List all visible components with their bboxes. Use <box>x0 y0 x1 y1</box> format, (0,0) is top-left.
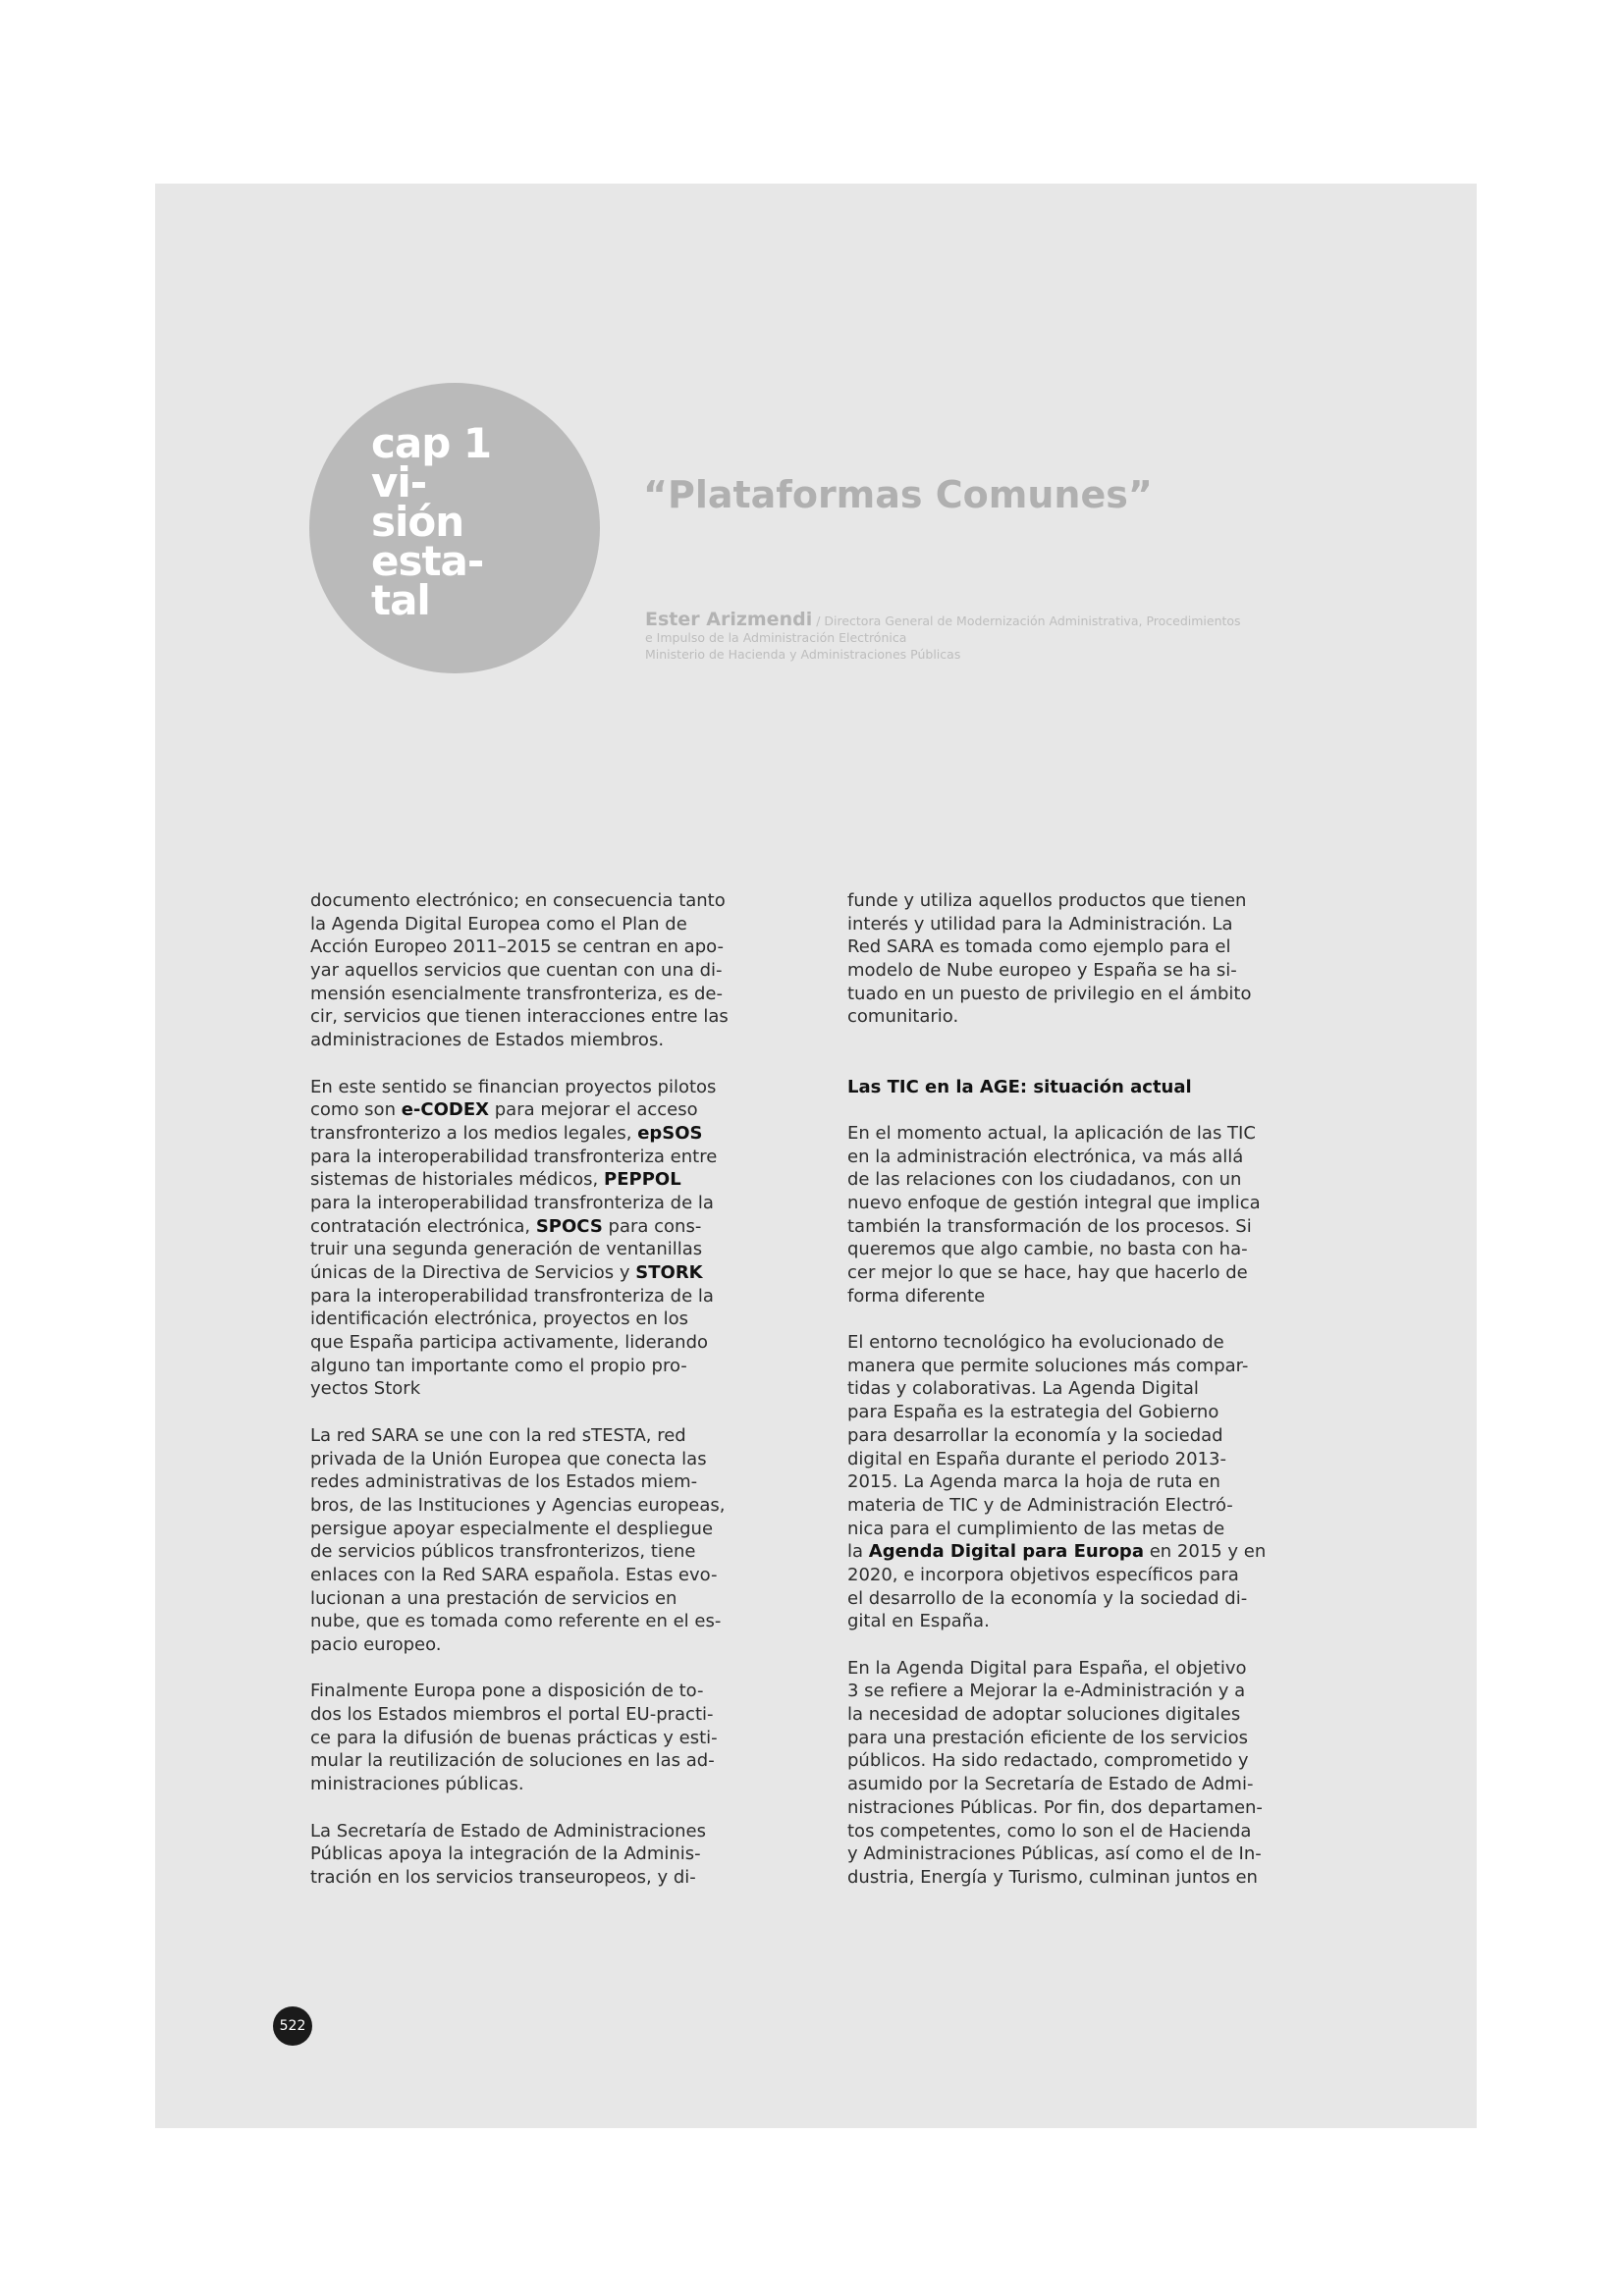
right-column <box>847 889 1338 1890</box>
text-line: contratación electrónica, SPOCS para cons- <box>310 1215 702 1237</box>
text-line: funde y utiliza aquellos productos que tienen <box>847 890 1247 911</box>
paragraph-gap <box>847 1052 1338 1076</box>
text-line: mular la reutilización de soluciones en las ad- <box>310 1750 715 1772</box>
text-line: la necesidad de adoptar soluciones digitales <box>847 1704 1241 1726</box>
paragraph-gap <box>310 1796 801 1820</box>
text-line: yar aquellos servicios que cuentan con una di- <box>310 960 723 982</box>
text-line: La red SARA se une con la red sTESTA, red <box>310 1424 686 1446</box>
text-line: en la administración electrónica, va más allá <box>847 1146 1244 1167</box>
text-line: persigue apoyar especialmente el despliegue <box>310 1518 714 1539</box>
text-line: la Agenda Digital Europea como el Plan de <box>310 913 687 934</box>
text-line: En la Agenda Digital para España, el objetivo <box>847 1657 1247 1679</box>
author-ministry: Ministerio de Hacienda y Administraciones Públicas <box>645 647 961 662</box>
text-line: nube, que es tomada como referente en el es- <box>310 1611 722 1632</box>
text-line: En el momento actual, la aplicación de las TIC <box>847 1122 1256 1144</box>
left-column <box>310 889 801 1890</box>
text-line: manera que permite soluciones más compar- <box>847 1355 1249 1376</box>
text-line: interés y utilidad para la Administración. La <box>847 913 1233 934</box>
bold-term: SPOCS <box>535 1215 603 1237</box>
chapter-line: cap 1 <box>371 419 492 467</box>
text-line: ministraciones públicas. <box>310 1774 524 1795</box>
text-line: y Administraciones Públicas, así como el de In- <box>847 1843 1262 1865</box>
text-line: para la interoperabilidad transfronteriza de la <box>310 1192 714 1213</box>
text-line: también la transformación de los procesos. Si <box>847 1215 1252 1237</box>
section-heading: Las TIC en la AGE: situación actual <box>847 1076 1192 1097</box>
text-line: Públicas apoya la integración de la Adminis- <box>310 1843 701 1865</box>
text-line: cer mejor lo que se hace, hay que hacerlo de <box>847 1262 1248 1283</box>
text-line: dustria, Energía y Turismo, culminan juntos en <box>847 1866 1258 1888</box>
text-line: tos competentes, como lo son el de Hacienda <box>847 1820 1252 1842</box>
text-line: para una prestación eficiente de los servicios <box>847 1727 1248 1748</box>
text-line: Acción Europeo 2011–2015 se centran en apo- <box>310 936 724 958</box>
text-line: El entorno tecnológico ha evolucionado de <box>847 1332 1224 1354</box>
text-line: de las relaciones con los ciudadanos, con un <box>847 1169 1242 1191</box>
bold-term: e-CODEX <box>401 1099 490 1121</box>
text-line: que España participa activamente, liderando <box>310 1332 709 1354</box>
text-line: administraciones de Estados miembros. <box>310 1030 665 1051</box>
chapter-label <box>371 419 492 624</box>
text-line: comunitario. <box>847 1006 959 1028</box>
text-line: públicos. Ha sido redactado, comprometido y <box>847 1750 1249 1772</box>
paragraph-gap <box>310 1052 801 1076</box>
text-line: asumido por la Secretaría de Estado de Admi- <box>847 1774 1254 1795</box>
text-line: el desarrollo de la economía y la sociedad di- <box>847 1587 1248 1609</box>
text-line: 2020, e incorpora objetivos específicos para <box>847 1564 1239 1585</box>
text-line: queremos que algo cambie, no basta con ha- <box>847 1239 1248 1260</box>
bold-term: STORK <box>635 1262 703 1283</box>
paragraph-gap <box>310 1657 801 1681</box>
text-line: modelo de Nube europeo y España se ha si- <box>847 960 1237 982</box>
chapter-line: esta- <box>371 537 484 585</box>
article-title: “Plataformas Comunes” <box>643 473 1153 516</box>
text-line: nica para el cumplimiento de las metas de <box>847 1518 1225 1539</box>
page-number: 522 <box>273 2006 312 2046</box>
paragraph-gap <box>310 1401 801 1424</box>
bold-term: PEPPOL <box>604 1169 681 1191</box>
paragraph-gap <box>847 1029 1338 1052</box>
text-line: 3 se refiere a Mejorar la e-Administración y a <box>847 1681 1246 1702</box>
text-line: redes administrativas de los Estados miem- <box>310 1471 698 1493</box>
text-line: tuado en un puesto de privilegio en el ámbito <box>847 983 1252 1004</box>
text-line: documento electrónico; en consecuencia tanto <box>310 890 726 911</box>
text-line: sistemas de historiales médicos, PEPPOL <box>310 1169 681 1191</box>
text-line: tidas y colaborativas. La Agenda Digital <box>847 1378 1199 1400</box>
text-line: 2015. La Agenda marca la hoja de ruta en <box>847 1471 1220 1493</box>
chapter-line: vi- <box>371 458 427 507</box>
bold-term: Agenda Digital para Europa <box>868 1541 1144 1563</box>
text-line: truir una segunda generación de ventanillas <box>310 1239 703 1260</box>
text-line: enlaces con la Red SARA española. Estas evo- <box>310 1564 718 1585</box>
text-line: para la interoperabilidad transfronteriza entre <box>310 1146 718 1167</box>
author-role: / Directora General de Modernización Administrativa, Procedimientos <box>812 614 1241 628</box>
bold-term: epSOS <box>637 1122 703 1144</box>
text-line: forma diferente <box>847 1285 986 1307</box>
text-line: de servicios públicos transfronterizos, tiene <box>310 1541 696 1563</box>
text-line: materia de TIC y de Administración Electró- <box>847 1494 1233 1516</box>
byline <box>645 609 1332 663</box>
text-line: para España es la estrategia del Gobierno <box>847 1402 1219 1423</box>
text-line: En este sentido se financian proyectos pilotos <box>310 1076 717 1097</box>
chapter-line: sión <box>371 498 464 546</box>
text-line: privada de la Unión Europea que conecta las <box>310 1448 707 1469</box>
text-line: dos los Estados miembros el portal EU-practi- <box>310 1704 714 1726</box>
text-line: como son e-CODEX para mejorar el acceso <box>310 1099 698 1121</box>
text-line: únicas de la Directiva de Servicios y STORK <box>310 1262 703 1283</box>
text-line: para la interoperabilidad transfronteriza de la <box>310 1285 714 1307</box>
text-line: la Agenda Digital para Europa en 2015 y en <box>847 1541 1267 1563</box>
text-line: gital en España. <box>847 1611 990 1632</box>
text-line: transfronterizo a los medios legales, epSOS <box>310 1122 703 1144</box>
text-line: bros, de las Instituciones y Agencias europeas, <box>310 1494 726 1516</box>
text-line: identificación electrónica, proyectos en los <box>310 1308 689 1330</box>
text-line: nistraciones Públicas. Por fin, dos departamen- <box>847 1796 1263 1818</box>
text-line: lucionan a una prestación de servicios en <box>310 1587 677 1609</box>
text-line: Red SARA es tomada como ejemplo para el <box>847 936 1231 958</box>
paragraph-gap <box>847 1308 1338 1331</box>
text-line: alguno tan importante como el propio pro- <box>310 1355 687 1376</box>
text-line: cir, servicios que tienen interacciones entre las <box>310 1006 729 1028</box>
text-line: mensión esencialmente transfronteriza, es de- <box>310 983 723 1004</box>
text-line: para desarrollar la economía y la sociedad <box>847 1424 1223 1446</box>
author-name: Ester Arizmendi <box>645 609 813 630</box>
text-line: tración en los servicios transeuropeos, y di- <box>310 1866 696 1888</box>
paragraph-gap <box>847 1098 1338 1122</box>
text-line: nuevo enfoque de gestión integral que implica <box>847 1192 1261 1213</box>
text-line: Finalmente Europa pone a disposición de to- <box>310 1681 704 1702</box>
text-line: ce para la difusión de buenas prácticas y esti- <box>310 1727 718 1748</box>
text-line: yectos Stork <box>310 1378 421 1400</box>
text-line: digital en España durante el periodo 2013- <box>847 1448 1226 1469</box>
author-role: e Impulso de la Administración Electrónica <box>645 630 907 645</box>
chapter-line: tal <box>371 576 430 624</box>
paragraph-gap <box>847 1633 1338 1657</box>
text-line: La Secretaría de Estado de Administraciones <box>310 1820 706 1842</box>
text-line: pacio europeo. <box>310 1634 442 1655</box>
